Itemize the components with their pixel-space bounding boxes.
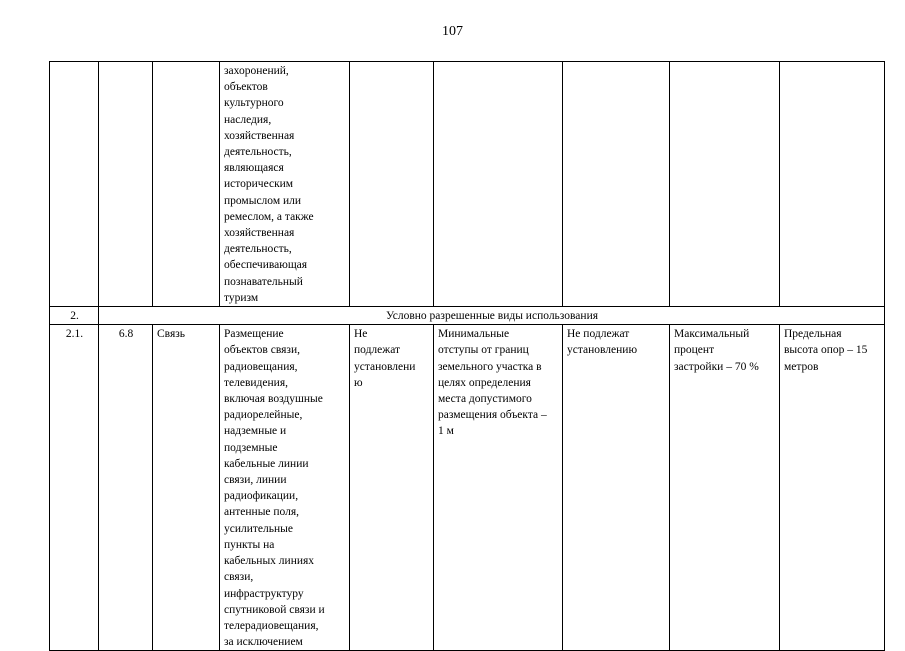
cell-col9: Предельная высота опор – 15 метров — [780, 325, 885, 651]
land-use-table — [49, 61, 885, 651]
cell-col6 — [434, 62, 563, 307]
cell-number: 2.1. — [50, 325, 99, 651]
cell-col7: Не подлежат установлению — [563, 325, 670, 651]
cell-number — [50, 62, 99, 307]
cell-code: 6.8 — [99, 325, 153, 651]
cell-name — [153, 62, 220, 307]
cell-col8 — [670, 62, 780, 307]
cell-col7 — [563, 62, 670, 307]
cell-description: Размещение объектов связи, радиовещания, телевидения, включая воздушные радиорелейные, надземные и подземные кабельные линии связи, линии радиофикации, антенные поля, усилительные пункты на кабельных линиях связи, инфраструктуру спутниковой связи и телерадиовещания, за исключением — [220, 325, 350, 651]
cell-description: захоронений, объектов культурного наследия, хозяйственная деятельность, являющаяся историческим промыслом или ремеслом, а также хозяйственная деятельность, обеспечивающая познавательный туризм — [220, 62, 350, 307]
cell-col6: Минимальные отступы от границ земельного участка в целях определения места допустимого размещения объекта – 1 м — [434, 325, 563, 651]
cell-name: Связь — [153, 325, 220, 651]
cell-col9 — [780, 62, 885, 307]
table-row-continuation — [50, 62, 885, 307]
cell-code — [99, 62, 153, 307]
table-row-item — [50, 325, 885, 651]
page-number: 107 — [442, 24, 463, 39]
cell-col8: Максимальный процент застройки – 70 % — [670, 325, 780, 651]
cell-col5: Не подлежат установлени ю — [350, 325, 434, 651]
table-row-section — [50, 307, 885, 325]
cell-col5 — [350, 62, 434, 307]
section-title: Условно разрешенные виды использования — [99, 307, 885, 325]
section-number: 2. — [50, 307, 99, 325]
